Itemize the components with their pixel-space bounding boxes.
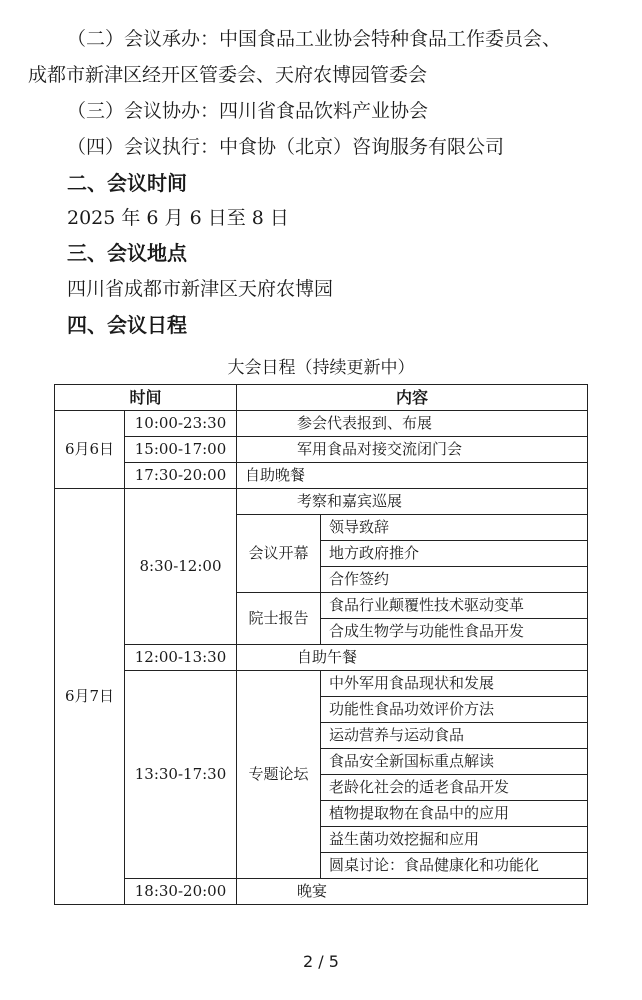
paragraph-organizer-cont: 成都市新津区经开区管委会、天府农博园管委会	[28, 64, 428, 86]
time-cell: 13:30-17:30	[125, 671, 237, 879]
table-row	[55, 645, 588, 671]
session-label: 专题论坛	[237, 671, 321, 879]
session-label: 院士报告	[237, 593, 321, 645]
content-cell: 自助午餐	[237, 645, 588, 671]
time-cell: 10:00-23:30	[125, 411, 237, 437]
header-time: 时间	[55, 385, 237, 411]
agenda-item: 圆桌讨论：食品健康化和功能化	[321, 853, 588, 879]
page-number: 2 / 5	[303, 952, 339, 971]
content-cell: 军用食品对接交流闭门会	[237, 437, 588, 463]
agenda-item: 合成生物学与功能性食品开发	[321, 619, 588, 645]
date-cell: 6月6日	[55, 411, 125, 489]
heading-location: 三、会议地点	[67, 241, 187, 265]
table-row	[55, 879, 588, 905]
time-cell: 17:30-20:00	[125, 463, 237, 489]
agenda-item: 老龄化社会的适老食品开发	[321, 775, 588, 801]
table-row	[55, 411, 588, 437]
schedule-title: 大会日程（持续更新中）	[227, 358, 415, 378]
time-cell: 18:30-20:00	[125, 879, 237, 905]
agenda-item: 食品安全新国标重点解读	[321, 749, 588, 775]
meeting-location: 四川省成都市新津区天府农博园	[67, 278, 334, 300]
content-cell: 参会代表报到、布展	[237, 411, 588, 437]
agenda-item: 食品行业颠覆性技术驱动变革	[321, 593, 588, 619]
content-cell: 晚宴	[237, 879, 588, 905]
content-cell: 自助晚餐	[237, 463, 588, 489]
agenda-item: 领导致辞	[321, 515, 588, 541]
agenda-item: 运动营养与运动食品	[321, 723, 588, 749]
table-row	[55, 463, 588, 489]
agenda-item: 植物提取物在食品中的应用	[321, 801, 588, 827]
table-header-row	[55, 385, 588, 411]
table-row	[55, 671, 588, 697]
agenda-item: 中外军用食品现状和发展	[321, 671, 588, 697]
agenda-item: 地方政府推介	[321, 541, 588, 567]
date-cell: 6月7日	[55, 489, 125, 905]
schedule-table	[54, 384, 588, 905]
paragraph-co-organizer: （三）会议协办：四川省食品饮料产业协会	[67, 100, 429, 122]
header-content: 内容	[237, 385, 588, 411]
content-cell: 考察和嘉宾巡展	[237, 489, 588, 515]
heading-schedule: 四、会议日程	[67, 313, 187, 337]
agenda-item: 功能性食品功效评价方法	[321, 697, 588, 723]
time-cell: 15:00-17:00	[125, 437, 237, 463]
session-label: 会议开幕	[237, 515, 321, 593]
heading-time: 二、会议时间	[67, 171, 187, 195]
time-cell: 8:30-12:00	[125, 489, 237, 645]
table-row	[55, 437, 588, 463]
agenda-item: 益生菌功效挖掘和应用	[321, 827, 588, 853]
agenda-item: 合作签约	[321, 567, 588, 593]
meeting-date: 2025 年 6 月 6 日至 8 日	[67, 207, 289, 229]
time-cell: 12:00-13:30	[125, 645, 237, 671]
paragraph-organizer: （二）会议承办：中国食品工业协会特种食品工作委员会、	[67, 28, 562, 50]
table-row	[55, 489, 588, 515]
paragraph-executor: （四）会议执行：中食协（北京）咨询服务有限公司	[67, 136, 505, 158]
